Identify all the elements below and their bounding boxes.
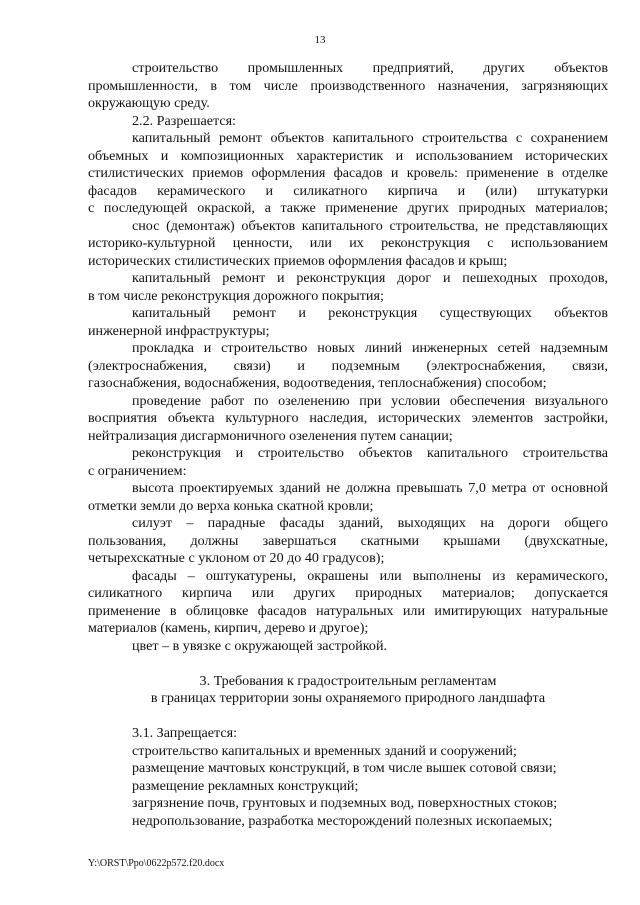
text-line: реконструкция и строительство объектов капитального строительства — [132, 445, 608, 461]
text-line: материалов (камень, кирпич, дерево и другое); — [88, 620, 369, 636]
text-line: капитальный ремонт объектов капитального строительства с сохранением — [132, 130, 608, 146]
list-item: загрязнение почв, грунтовых и подземных вод, поверхностных стоков; — [132, 795, 558, 811]
paragraph-block — [88, 60, 608, 655]
text-line: пользования, должны завершаться скатными крышами (двухскатные, — [88, 532, 608, 549]
text-line: применение в облицовке фасадов натуральных или имитирующих натуральные — [88, 602, 608, 619]
text-line: проведение работ по озеленению при условии обеспечения визуального — [132, 392, 608, 409]
section-heading-line-1: 3. Требования к градостроительным регламентам — [199, 672, 497, 689]
text-line: газоснабжения, водоснабжения, водоотведения, теплоснабжения) способом; — [88, 375, 547, 391]
text-line: прокладка и строительство новых линий инженерных сетей надземным — [132, 340, 608, 356]
text-line: строительство промышленных предприятий, других объектов — [132, 60, 608, 76]
text-line: 2.2. Разрешается: — [132, 112, 236, 129]
text-line: с последующей окраской, а также применение других природных материалов; — [88, 200, 608, 216]
text-line: силуэт – парадные фасады зданий, выходящих на дороги общего — [132, 515, 608, 531]
section-heading-line-2: в границах территории зоны охраняемого природного ландшафта — [150, 690, 546, 706]
list-item: недропользование, разработка месторождений полезных ископаемых; — [132, 812, 553, 829]
text-line: (электроснабжения, связи) и подземным (электроснабжения, связи, — [88, 357, 608, 374]
text-line: объемных и композиционных характеристик и использованием исторических — [88, 147, 608, 164]
file-path-footer: Y:\ORST\Ppo\0622p572.f20.docx — [88, 858, 225, 869]
text-line: исторических стилистических приемов оформления фасадов и крыш; — [88, 252, 508, 269]
text-line: окружающую среду. — [88, 95, 210, 111]
text-line: силикатного кирпича или других природных материалов; допускается — [88, 585, 608, 601]
text-line: с ограничением: — [88, 462, 187, 479]
text-line: четырехскатные с уклоном от 20 до 40 градусов); — [88, 550, 385, 566]
document-body — [88, 60, 608, 830]
text-line: в том числе реконструкция дорожного покрытия; — [88, 287, 384, 304]
text-line: цвет – в увязке с окружающей застройкой. — [132, 637, 388, 654]
text-line: капитальный ремонт и реконструкция существующих объектов — [132, 305, 608, 321]
text-line: отметки земли до верха конька скатной кровли; — [88, 497, 374, 514]
text-line: высота проектируемых зданий не должна превышать 7,0 метра от основной — [132, 480, 608, 496]
text-line: снос (демонтаж) объектов капитального строительства, не представляющих — [132, 217, 608, 234]
text-line: нейтрализация дисгармоничного озеленения путем санации; — [88, 427, 453, 444]
page-number: 13 — [314, 34, 326, 46]
list-item: строительство капитальных и временных зданий и сооружений; — [132, 742, 517, 759]
text-line: промышленности, в том числе производственного назначения, загрязняющих — [88, 77, 608, 94]
text-line: фасадов керамического и силикатного кирпича и (или) штукатурки — [88, 182, 608, 199]
text-line: инженерной инфраструктуры; — [88, 322, 270, 339]
section-label: 3.1. Запрещается: — [132, 725, 237, 741]
list-item: размещение рекламных конструкций; — [132, 777, 359, 794]
text-line: стилистических приемов оформления фасадов и кровель: применение в отделке — [88, 165, 608, 181]
text-line: восприятия объекта культурного наследия, исторических элементов застройки, — [88, 410, 608, 426]
text-line: фасады – оштукатурены, окрашены или выполнены из керамического, — [132, 567, 608, 584]
text-line: капитальный ремонт и реконструкция дорог и пешеходных проходов, — [132, 270, 608, 286]
list-item: размещение мачтовых конструкций, в том числе вышек сотовой связи; — [132, 760, 557, 776]
text-line: историко-культурной ценности, или их реконструкция с использованием — [88, 235, 608, 251]
